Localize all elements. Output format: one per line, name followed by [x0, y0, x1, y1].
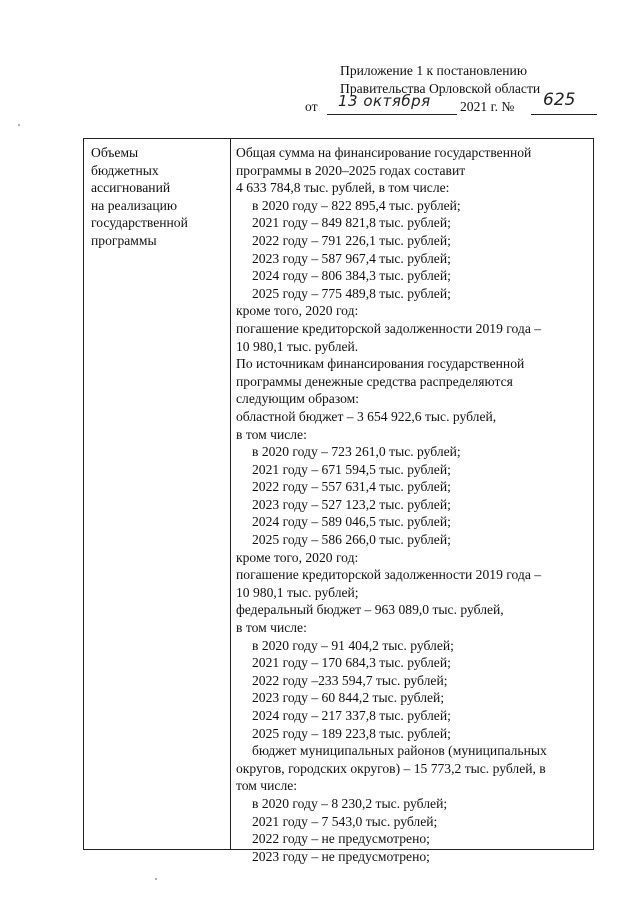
- scan-speck: [155, 878, 157, 880]
- left-label-line: на реализацию: [91, 197, 178, 213]
- left-label-cell: [91, 144, 226, 250]
- document-header: [300, 62, 600, 119]
- content-line: 2022 году – 557 631,4 тыс. рублей;: [252, 479, 451, 495]
- content-line: округов, городских округов) – 15 773,2 тыс. рублей, в: [236, 760, 546, 776]
- from-label: от: [305, 99, 318, 114]
- content-line: 2023 году – 587 967,4 тыс. рублей;: [252, 250, 451, 266]
- content-line: следующим образом:: [236, 391, 360, 407]
- content-line: в 2020 году – 91 404,2 тыс. рублей;: [252, 637, 454, 653]
- header-government-line: Правительства Орловской области: [340, 80, 541, 96]
- left-label-line: бюджетных: [91, 162, 159, 178]
- content-line: погашение кредиторской задолженности 2019 года –: [236, 320, 542, 336]
- column-divider: [230, 139, 231, 849]
- content-line: 2024 году – 217 337,8 тыс. рублей;: [252, 708, 451, 723]
- content-line: погашение кредиторской задолженности 2019 года –: [236, 567, 542, 583]
- content-line: 2021 году – 849 821,8 тыс. рублей;: [252, 215, 451, 231]
- left-label-line: Объемы: [91, 145, 139, 160]
- content-line: 2023 году – не предусмотрено;: [252, 848, 430, 864]
- handwritten-number: 625: [543, 90, 576, 110]
- content-line: 2023 году – 60 844,2 тыс. рублей;: [252, 690, 445, 706]
- content-line: федеральный бюджет – 963 089,0 тыс. рублей,: [236, 602, 504, 618]
- content-line: программы в 2020–2025 годах составит: [236, 162, 466, 178]
- content-line: 2024 году – 589 046,5 тыс. рублей;: [252, 514, 451, 530]
- content-line: 2023 году – 527 123,2 тыс. рублей;: [252, 496, 451, 512]
- content-line: том числе:: [236, 778, 298, 794]
- left-label-line: ассигнований: [91, 180, 171, 196]
- content-line: 2021 году – 671 594,5 тыс. рублей;: [252, 461, 451, 477]
- content-line: областной бюджет – 3 654 922,6 тыс. рублей,: [236, 408, 497, 424]
- content-line: 10 980,1 тыс. рублей.: [236, 338, 359, 354]
- year-number-label: 2021 г. №: [460, 99, 515, 114]
- content-line: 2025 году – 775 489,8 тыс. рублей;: [252, 285, 451, 301]
- content-line: Общая сумма на финансирование государственной: [236, 145, 532, 160]
- right-content-cell: [236, 144, 591, 865]
- handwritten-date: 13 октября: [338, 92, 431, 110]
- number-underline: [531, 114, 597, 115]
- content-line: 2021 году – 170 684,3 тыс. рублей;: [252, 655, 451, 671]
- content-line: 2024 году – 806 384,3 тыс. рублей;: [252, 268, 451, 284]
- left-label-line: программы: [91, 232, 157, 248]
- content-line: 2022 году – не предусмотрено;: [252, 831, 430, 847]
- content-line: программы денежные средства распределяются: [236, 373, 513, 389]
- content-line: кроме того, 2020 год:: [236, 303, 359, 319]
- content-line: бюджет муниципальных районов (муниципальных: [252, 743, 547, 759]
- content-line: 4 633 784,8 тыс. рублей, в том числе:: [236, 180, 450, 196]
- header-date-number-line: [300, 90, 600, 119]
- content-line: 2025 году – 586 266,0 тыс. рублей;: [252, 532, 451, 548]
- content-line: 2022 году –233 594,7 тыс. рублей;: [252, 672, 448, 688]
- content-line: 2022 году – 791 226,1 тыс. рублей;: [252, 232, 451, 248]
- left-label-line: государственной: [91, 215, 188, 231]
- content-line: в 2020 году – 8 230,2 тыс. рублей;: [252, 795, 448, 811]
- scan-speck: [18, 124, 20, 126]
- content-line: кроме того, 2020 год:: [236, 549, 359, 565]
- content-line: 2021 году – 7 543,0 тыс. рублей;: [252, 813, 438, 829]
- content-line: в том числе:: [236, 620, 307, 636]
- program-budget-table: [83, 138, 594, 864]
- content-line: 10 980,1 тыс. рублей;: [236, 584, 359, 600]
- content-line: По источникам финансирования государственной: [236, 356, 525, 372]
- content-line: в том числе:: [236, 426, 307, 442]
- header-appendix-line: Приложение 1 к постановлению: [340, 63, 527, 78]
- content-line: в 2020 году – 822 895,4 тыс. рублей;: [252, 197, 461, 213]
- date-underline: [327, 114, 457, 115]
- content-line: 2025 году – 189 223,8 тыс. рублей;: [252, 725, 451, 741]
- content-line: в 2020 году – 723 261,0 тыс. рублей;: [252, 444, 461, 460]
